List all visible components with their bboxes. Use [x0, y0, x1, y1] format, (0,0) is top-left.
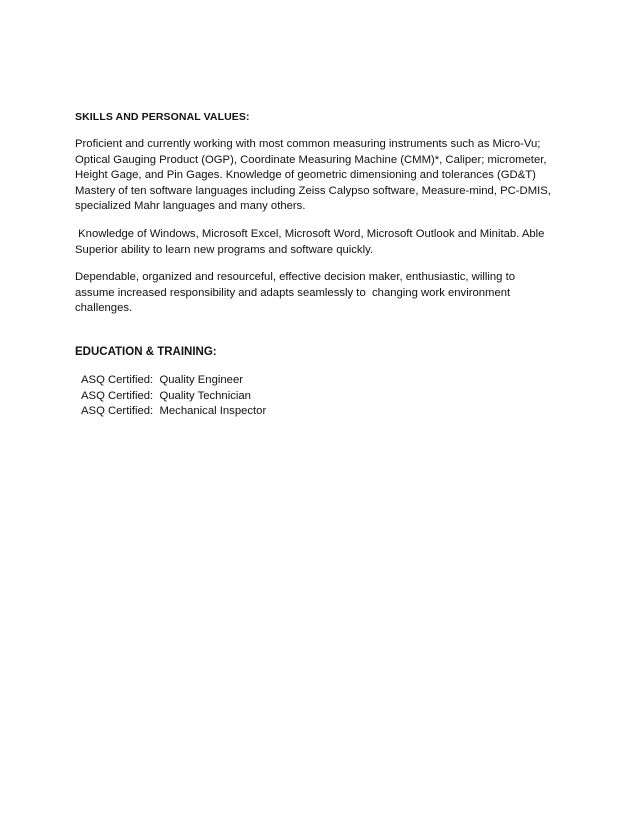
- paragraph-line: challenges.: [75, 302, 133, 315]
- list-item: ASQ Certified: Quality Engineer: [81, 373, 243, 386]
- paragraph-line: Superior ability to learn new programs and software quickly.: [75, 243, 374, 256]
- document-body: [75, 110, 575, 420]
- skills-paragraph-3: [75, 270, 575, 317]
- paragraph-line: Dependable, organized and resourceful, effective decision maker, enthusiastic, willing to: [75, 271, 515, 284]
- skills-heading: SKILLS AND PERSONAL VALUES:: [75, 111, 250, 123]
- paragraph-line: Knowledge of Windows, Microsoft Excel, Microsoft Word, Microsoft Outlook and Minitab. Able: [75, 227, 545, 240]
- skills-paragraph-2: [75, 227, 575, 258]
- list-item: ASQ Certified: Quality Technician: [81, 389, 251, 402]
- paragraph-line: Height Gage, and Pin Gages. Knowledge of geometric dimensioning and tolerances (GD&T): [75, 169, 536, 182]
- list-item: ASQ Certified: Mechanical Inspector: [81, 405, 267, 418]
- education-list: [75, 373, 575, 420]
- paragraph-line: specialized Mahr languages and many others.: [75, 200, 306, 213]
- paragraph-line: assume increased responsibility and adapts seamlessly to changing work environment: [75, 286, 511, 299]
- paragraph-line: Proficient and currently working with most common measuring instruments such as Micro-Vu;: [75, 138, 541, 150]
- education-section: [75, 345, 575, 420]
- skills-section: [75, 110, 575, 317]
- paragraph-line: Optical Gauging Product (OGP), Coordinate Measuring Machine (CMM)*, Caliper; micrometer,: [75, 153, 547, 166]
- education-heading: EDUCATION & TRAINING:: [75, 345, 217, 358]
- paragraph-line: Mastery of ten software languages including Zeiss Calypso software, Measure-mind, PC-DMIS,: [75, 184, 551, 197]
- skills-paragraph-1: [75, 137, 575, 215]
